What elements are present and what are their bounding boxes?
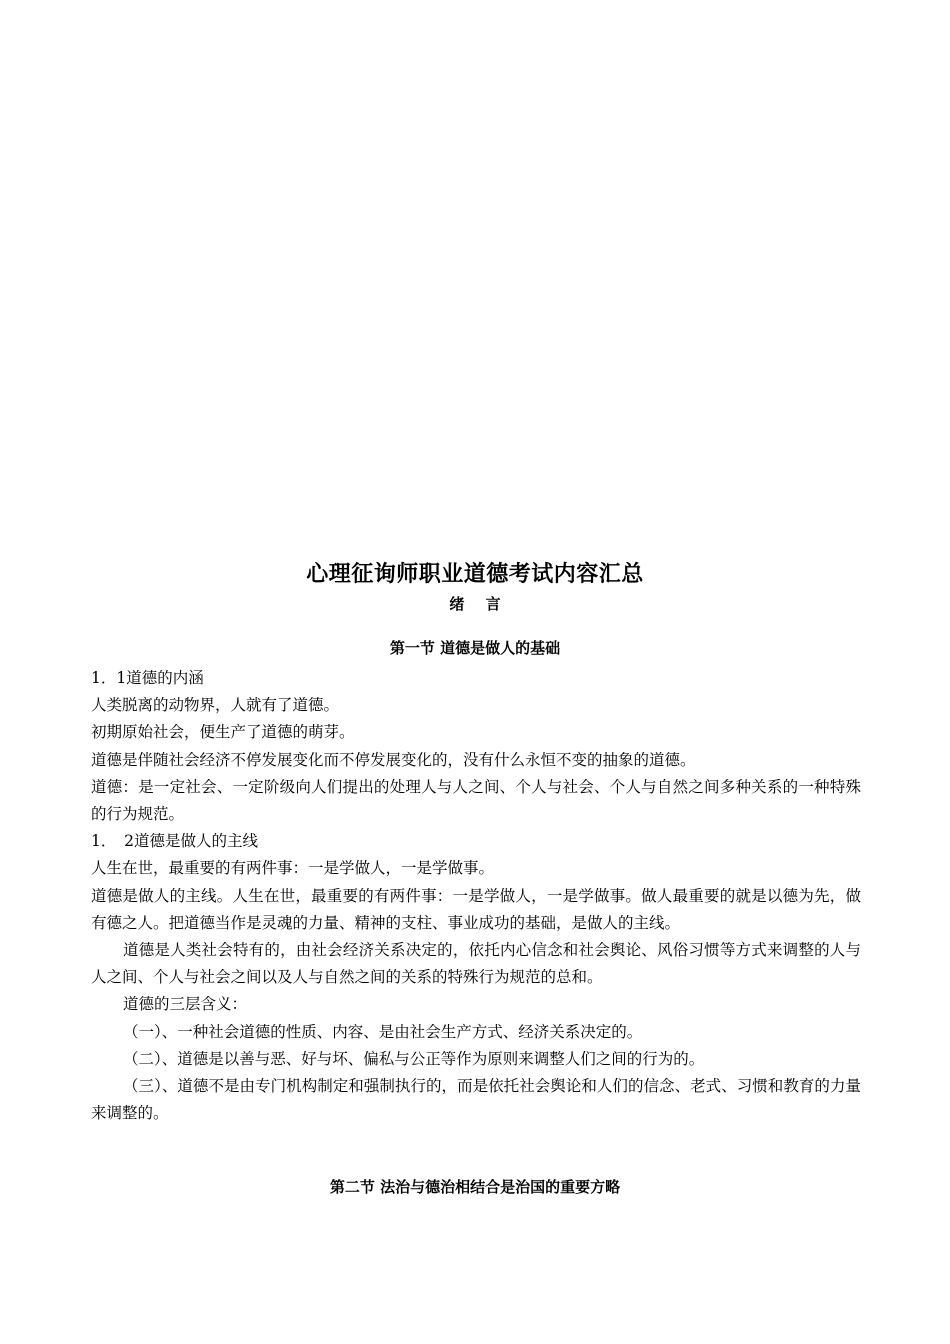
paragraph: 道德：是一定社会、一定阶级向人们提出的处理人与人之间、个人与社会、个人与自然之间多种关系的一种特殊的行为规范。	[91, 777, 861, 824]
paragraph: 初期原始社会，便生产了道德的萌芽。	[91, 723, 355, 742]
paragraph: 道德是伴随社会经济不停发展变化而不停发展变化的，没有什么永恒不变的抽象的道德。	[91, 750, 696, 769]
list-item: （三）、道德不是由专门机构制定和强制执行的，而是依托社会舆论和人们的信念、老式、习惯和教育的力量来调整的。	[91, 1077, 861, 1123]
document-title: 心理征询师职业道德考试内容汇总	[306, 561, 644, 587]
list-item: （一）、一种社会道德的性质、内容、是由社会生产方式、经济关系决定的。	[123, 1022, 643, 1041]
paragraph: 道德的三层含义：	[123, 995, 248, 1014]
section-1-body	[91, 665, 861, 1127]
list-item: （二）、道德是以善与恶、好与坏、偏私与公正等作为原则来调整人们之间的行为的。	[123, 1049, 705, 1068]
paragraph: 人类脱离的动物界，人就有了道德。	[91, 696, 340, 715]
section-heading-1: 第一节 道德是做人的基础	[389, 639, 561, 657]
paragraph: 人生在世，最重要的有两件事：一是学做人，一是学做事。	[91, 859, 495, 878]
document-subtitle: 绪 言	[449, 595, 509, 613]
paragraph: 道德是做人的主线。人生在世，最重要的有两件事：一是学做人，一是学做事。做人最重要的就是以德为先，做有德之人。把道德当作是灵魂的力量、精神的支柱、事业成功的基础，是做人的主线。	[91, 886, 861, 932]
section-heading-2: 第二节 法治与德治相结合是治国的重要方略	[329, 1178, 621, 1196]
subsection-heading: 1． 2道德是做人的主线	[91, 832, 258, 851]
paragraph: 道德是人类社会特有的，由社会经济关系决定的，依托内心信念和社会舆论、风俗习惯等方式来调整的人与人之间、个人与社会之间以及人与自然之间的关系的特殊行为规范的总和。	[91, 941, 861, 987]
subsection-heading: 1．1道德的内涵	[91, 669, 204, 687]
